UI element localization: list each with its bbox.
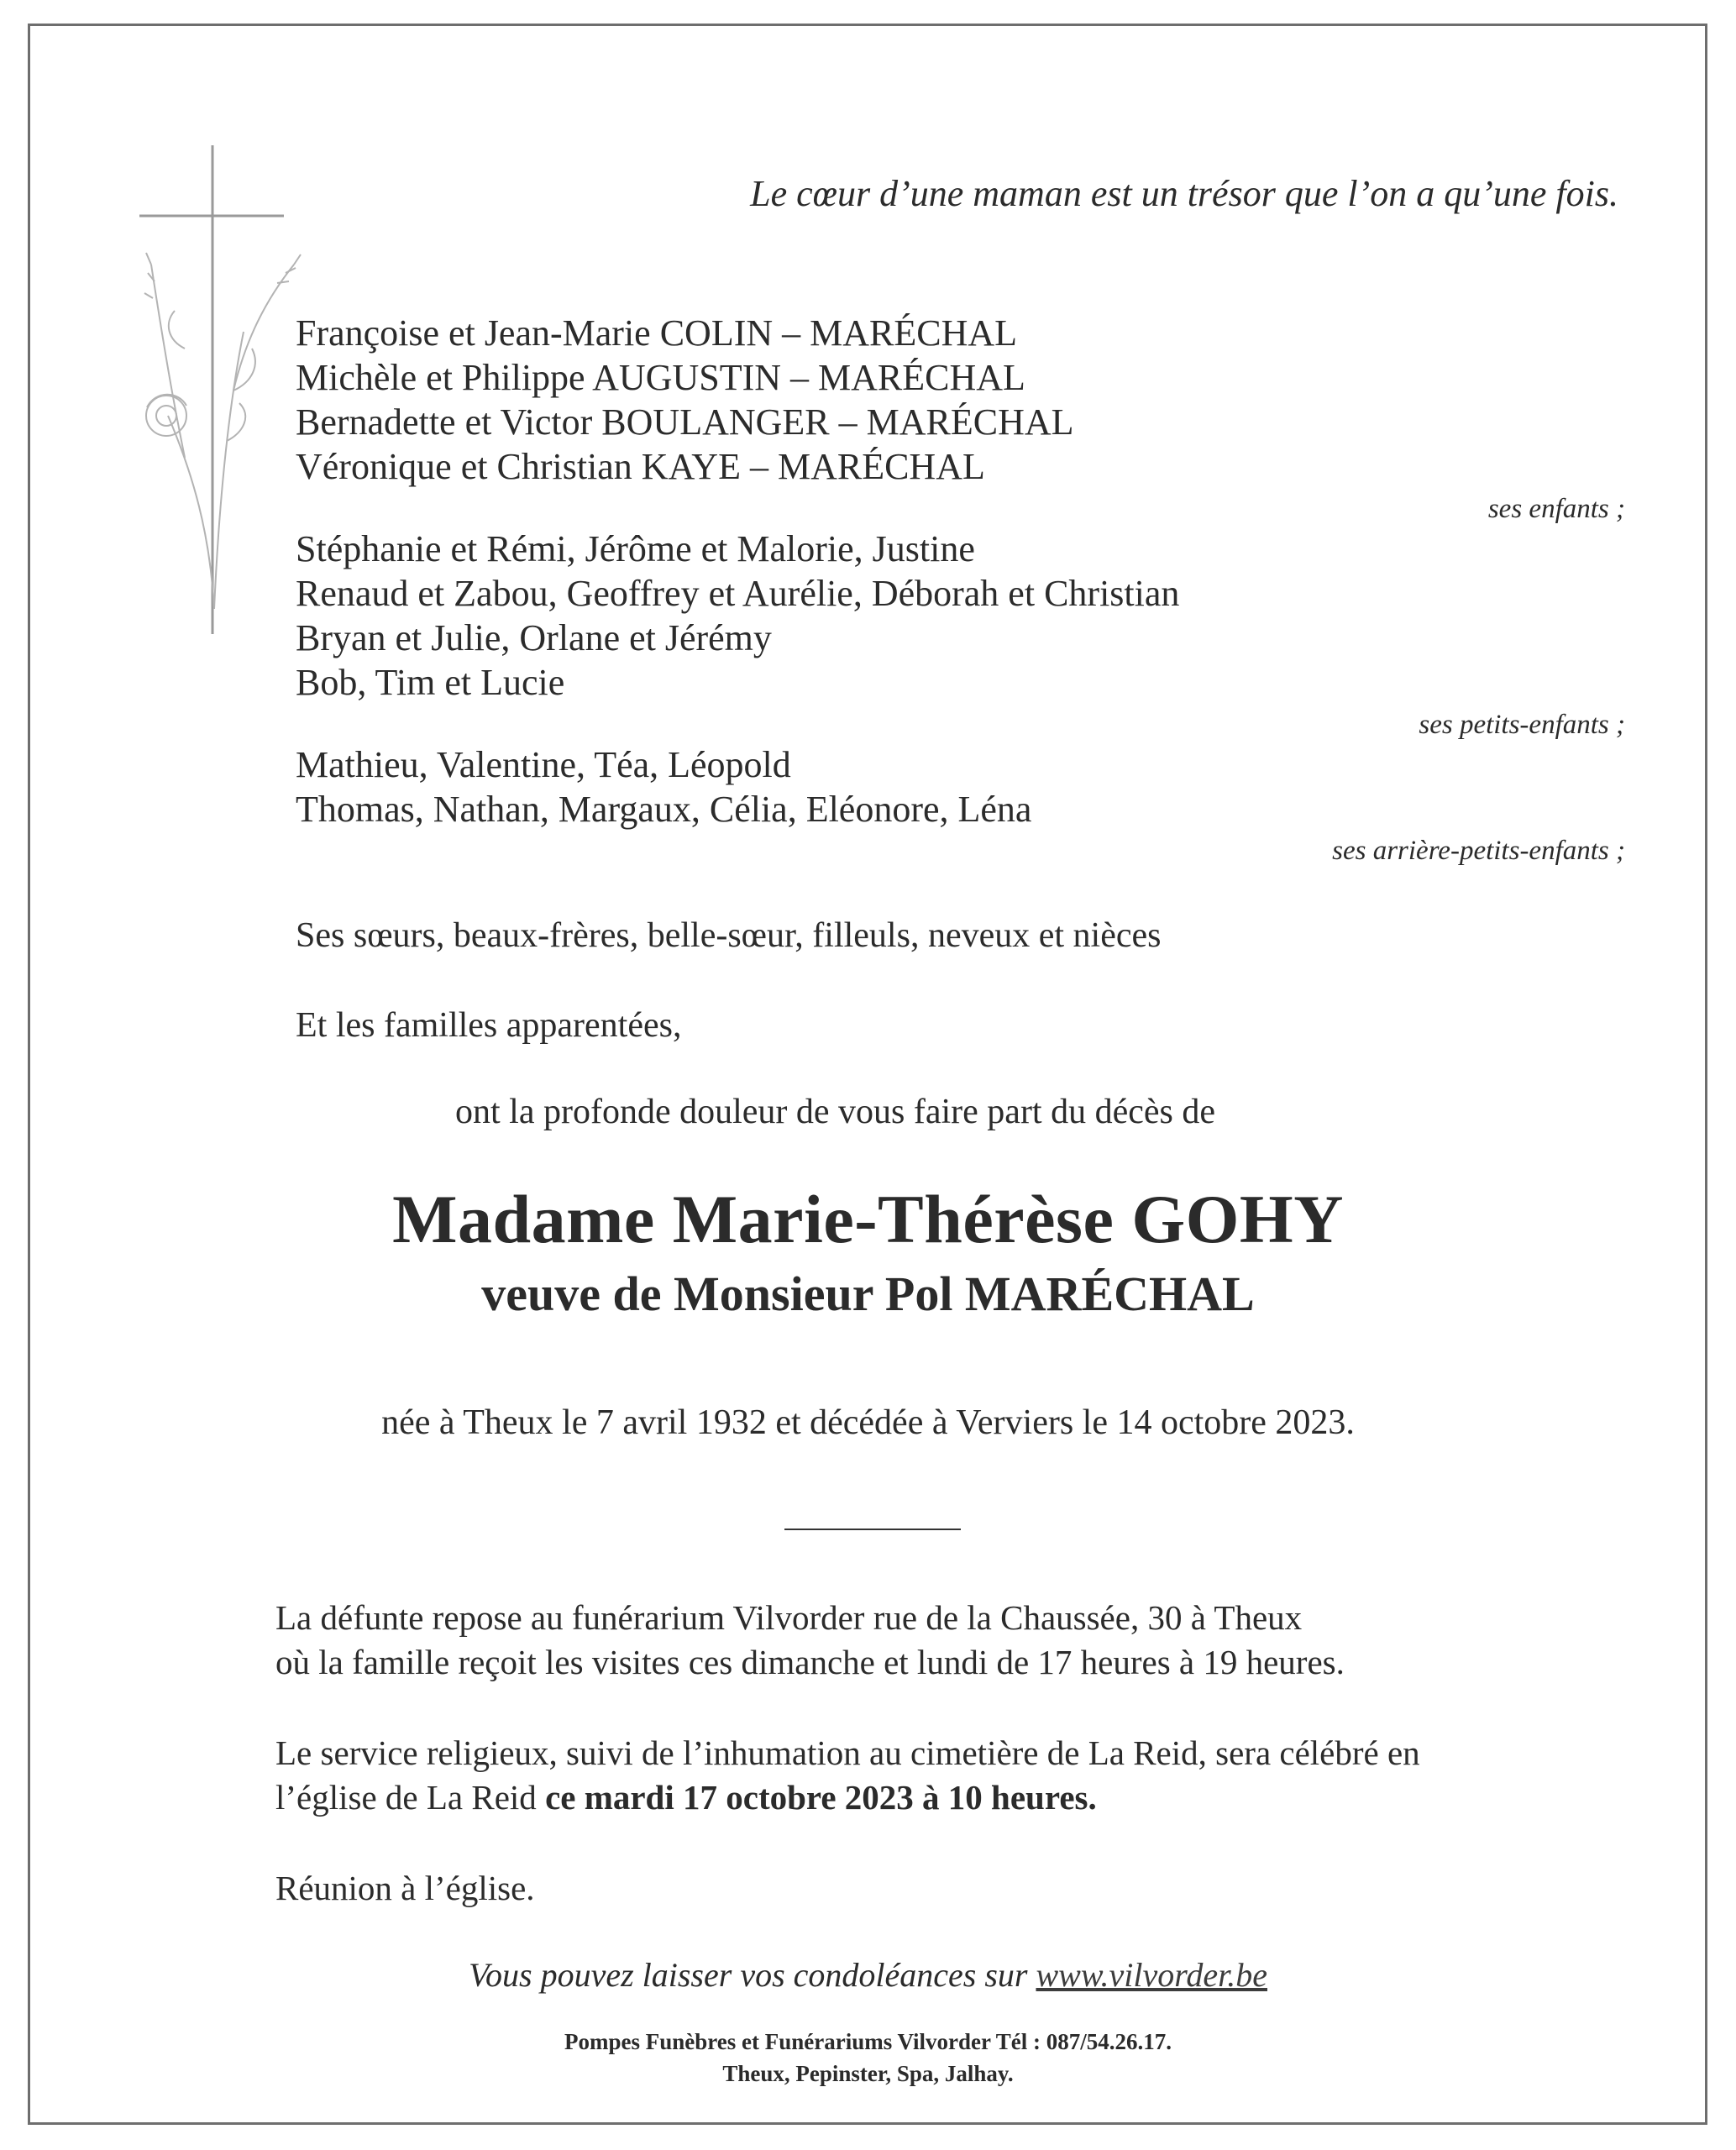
great-grandchildren-list xyxy=(296,742,1031,831)
list-item: Françoise et Jean-Marie COLIN – MARÉCHAL xyxy=(296,312,1018,354)
service-line: Le service religieux, suivi de l’inhumation au cimetière de La Reid, sera célébré en xyxy=(275,1733,1420,1772)
list-item: Renaud et Zabou, Geoffrey et Aurélie, Déborah et Christian xyxy=(296,573,1180,614)
service-line xyxy=(275,1775,1420,1820)
footer-line: Pompes Funèbres et Funérariums Vilvorder Tél : 087/54.26.17. xyxy=(564,2029,1172,2054)
list-item: Véronique et Christian KAYE – MARÉCHAL xyxy=(296,446,985,487)
children-list xyxy=(296,311,1074,489)
visitation-line: La défunte repose au funérarium Vilvorder rue de la Chaussée, 30 à Theux xyxy=(275,1598,1303,1637)
divider xyxy=(784,1529,961,1530)
condolences-text: Vous pouvez laisser vos condoléances sur xyxy=(469,1956,1036,1994)
families-line: Et les familles apparentées, xyxy=(296,1006,682,1045)
children-caption: ses enfants ; xyxy=(1487,494,1625,524)
deceased-name: Madame Marie-Thérèse GOHY xyxy=(392,1181,1344,1257)
announcement: ont la profonde douleur de vous faire part du décès de xyxy=(455,1093,1216,1131)
list-item: Stéphanie et Rémi, Jérôme et Malorie, Justine xyxy=(296,528,975,569)
grandchildren-list xyxy=(296,527,1179,705)
visitation-info xyxy=(275,1596,1345,1685)
grandchildren-caption: ses petits-enfants ; xyxy=(1419,710,1625,740)
list-item: Michèle et Philippe AUGUSTIN – MARÉCHAL xyxy=(296,357,1025,398)
footer-line: Theux, Pepinster, Spa, Jalhay. xyxy=(722,2061,1014,2086)
epigraph: Le cœur d’une maman est un trésor que l’on a qu’une fois. xyxy=(750,173,1618,214)
siblings-line: Ses sœurs, beaux-frères, belle-sœur, filleuls, neveux et nièces xyxy=(296,916,1162,955)
service-date-time: ce mardi 17 octobre 2023 à 10 heures. xyxy=(545,1778,1097,1817)
widow-of: veuve de Monsieur Pol MARÉCHAL xyxy=(481,1266,1255,1321)
condolences-link[interactable]: www.vilvorder.be xyxy=(1036,1956,1267,1994)
gathering-note: Réunion à l’église. xyxy=(275,1869,535,1907)
service-location: l’église de La Reid xyxy=(275,1778,546,1817)
list-item: Mathieu, Valentine, Téa, Léopold xyxy=(296,744,791,785)
list-item: Thomas, Nathan, Margaux, Célia, Eléonore, Léna xyxy=(296,789,1032,830)
condolences-note xyxy=(0,1955,1736,1995)
service-info xyxy=(275,1731,1420,1820)
birth-death-dates: née à Theux le 7 avril 1932 et décédée à Verviers le 14 octobre 2023. xyxy=(381,1403,1355,1442)
list-item: Bernadette et Victor BOULANGER – MARÉCHAL xyxy=(296,401,1074,443)
visitation-line: où la famille reçoit les visites ces dimanche et lundi de 17 heures à 19 heures. xyxy=(275,1643,1345,1681)
list-item: Bob, Tim et Lucie xyxy=(296,662,565,703)
funeral-home-footer xyxy=(0,2026,1736,2090)
great-grandchildren-caption: ses arrière-petits-enfants ; xyxy=(1332,836,1625,866)
list-item: Bryan et Julie, Orlane et Jérémy xyxy=(296,617,772,658)
